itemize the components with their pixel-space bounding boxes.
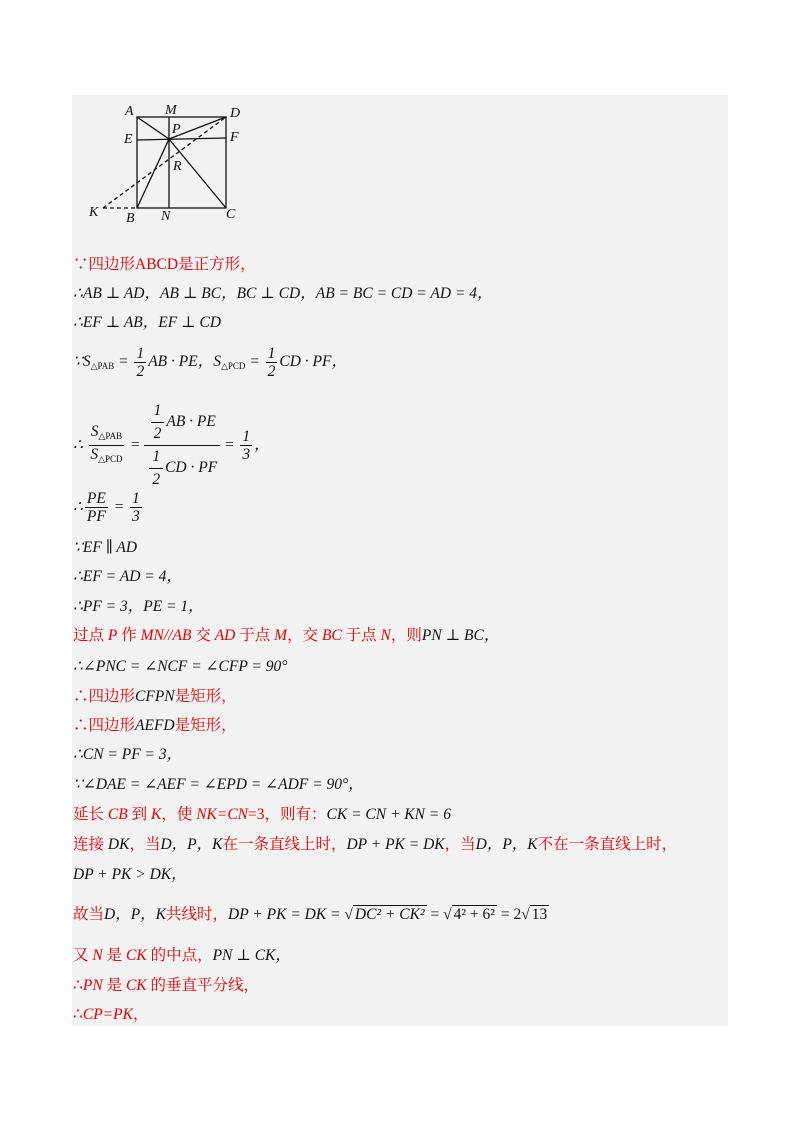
sqrt-4-6: 4² + 6² (453, 906, 495, 923)
l16-b: CB (107, 806, 128, 823)
l19-b: D，P，K (104, 906, 167, 923)
pe-pf-fraction (85, 490, 108, 525)
l13-a: ∴四边形 (73, 717, 136, 734)
l13-c: 是矩形， (174, 717, 237, 734)
l4-d: AB · PE，S (148, 353, 221, 371)
l16-a: 延长 (73, 806, 108, 823)
l5-tail: ， (254, 436, 270, 454)
l20-c: 是 (102, 947, 126, 964)
l4-g: CD · PF， (279, 353, 347, 371)
label-e: E (124, 132, 133, 147)
proof-line-9: ∴PF = 3，PE = 1， (73, 598, 204, 615)
l17-f: DP + PK = DK (346, 836, 445, 853)
label-n: N (161, 209, 171, 224)
l22-a: ∴ (73, 1006, 83, 1023)
l21-e: 的垂直平分线， (146, 977, 260, 994)
third-num: 1 (242, 428, 251, 445)
l17-g: ，当 (444, 836, 476, 853)
l17-e: 在一条直线上时， (222, 836, 347, 853)
area-s1-sub: △PAB (98, 431, 123, 441)
l12-a: ∴四边形 (73, 688, 136, 705)
area-s2: S (90, 446, 99, 463)
area-ratio-num (89, 423, 124, 446)
label-m: M (165, 103, 177, 118)
l5-eq2: = (220, 436, 239, 454)
l19-c: 共线时， (166, 906, 229, 923)
half-num: 1 (136, 345, 145, 362)
l13-b: AEFD (135, 717, 175, 734)
proof-line-4 (73, 345, 347, 380)
segment-kd-dashed (103, 117, 226, 208)
l10-h: M (274, 627, 288, 644)
l10-g: 于点 (235, 627, 275, 644)
l10-j: BC (321, 627, 342, 644)
l12-c: 是矩形， (174, 688, 237, 705)
area-s2-sub: △PCD (98, 454, 123, 464)
proof-line-11: ∴∠PNC = ∠NCF = ∠CFP = 90° (73, 658, 288, 675)
l10-f: AD (214, 627, 236, 644)
proof-line-1: ∵四边形ABCD是正方形， (73, 256, 256, 273)
l6-eq: = (109, 498, 129, 516)
area-s1: S (90, 423, 99, 440)
l17-h: D，P，K (475, 836, 538, 853)
compound-num (144, 400, 220, 446)
l20-d: CK (126, 947, 147, 964)
compound-fraction (144, 400, 220, 491)
segment-ef (137, 138, 226, 140)
l21-a: ∴ (73, 977, 83, 994)
proof-line-21 (73, 977, 259, 995)
cn-half-n: 1 (151, 400, 165, 423)
area-ratio (89, 423, 124, 468)
proof-line-17 (73, 836, 677, 854)
label-p: P (172, 122, 181, 137)
l19-a: 故当 (73, 906, 105, 923)
l22-c: ， (132, 1006, 149, 1023)
cd-half (149, 446, 163, 491)
proof-line-18: DP + PK > DK， (73, 866, 187, 883)
l17-b: DK (107, 836, 130, 853)
label-c: C (226, 207, 236, 222)
l16-c: 到 (127, 806, 151, 823)
segment-pb (137, 139, 169, 208)
proof-line-6 (73, 490, 144, 525)
l20-b: N (92, 947, 103, 964)
l17-a: 连接 (73, 836, 108, 853)
l6-prefix: ∴ (73, 498, 83, 516)
l21-d: CK (125, 977, 147, 994)
l16-g: =3，则有： (248, 806, 327, 823)
l16-d: K (150, 806, 162, 823)
proof-line-2: ∴AB ⊥ AD，AB ⊥ BC，BC ⊥ CD，AB = BC = CD = AD = 4， (73, 285, 493, 302)
cd-half-n: 1 (149, 446, 163, 469)
label-f: F (230, 130, 239, 145)
l10-c: 作 (117, 627, 141, 644)
third-den-2: 3 (132, 508, 140, 525)
cd-text: CD · PF (165, 459, 218, 477)
l17-c: ，当 (129, 836, 161, 853)
half-den-2: 2 (267, 363, 276, 380)
proof-line-10 (73, 627, 499, 645)
cn-text: AB · PE (166, 413, 216, 431)
proof-line-5 (73, 400, 270, 491)
l22-b: CP=PK (82, 1006, 133, 1023)
l20-f: PN ⊥ CK， (212, 947, 291, 964)
cn-half (151, 400, 165, 445)
l19-f: = (426, 906, 444, 923)
l10-b: P (107, 627, 118, 644)
proof-line-7: ∵EF ∥ AD (73, 539, 138, 556)
proof-line-13 (73, 717, 237, 735)
proof-line-14: ∴CN = PF = 3， (73, 746, 183, 763)
proof-line-16 (73, 806, 451, 824)
proof-line-15: ∵∠DAE = ∠AEF = ∠EPD = ∠ADF = 90°， (73, 776, 364, 793)
segment-pa (137, 117, 169, 139)
l21-b: PN (82, 977, 103, 994)
third-den: 3 (242, 446, 251, 463)
half-fraction (134, 345, 146, 380)
area-ratio-den (89, 446, 124, 468)
l10-e: 交 (191, 627, 215, 644)
pf-den: PF (86, 508, 106, 525)
l4-b: △PAB (90, 361, 115, 372)
third-num-2: 1 (132, 490, 140, 507)
l10-k: 于点 (341, 627, 381, 644)
l16-f: NK=CN (196, 806, 249, 823)
l10-i: ，交 (287, 627, 322, 644)
l10-n: PN ⊥ BC， (421, 627, 500, 644)
l10-m: ，则 (390, 627, 422, 644)
l19-d: DP + PK = DK = (228, 906, 345, 923)
l4-f: = (245, 353, 264, 371)
l10-l: N (380, 627, 391, 644)
l5-prefix: ∴ (73, 436, 83, 454)
l4-e: △PCD (220, 361, 246, 372)
third-fraction (240, 428, 252, 463)
l4-a: ∵S (73, 353, 91, 371)
l12-b: CFPN (135, 688, 175, 705)
label-r: R (173, 159, 182, 174)
label-d: D (230, 106, 241, 121)
proof-line-12 (73, 688, 237, 706)
cd-half-d: 2 (152, 471, 161, 488)
l19-h: = 2 (496, 906, 522, 923)
proof-line-20 (73, 947, 291, 965)
third-fraction-2 (130, 490, 142, 525)
l5-eq: = (126, 436, 145, 454)
l10-a: 过点 (73, 627, 108, 644)
l20-e: 的中点， (146, 947, 213, 964)
sqrt-13: 13 (531, 906, 548, 923)
l17-i: 不在一条直线上时， (537, 836, 678, 853)
sqrt-dc-ck: DC² + CK² (354, 906, 425, 923)
l17-d: D，P，K (160, 836, 223, 853)
half-num-2: 1 (267, 345, 276, 362)
l4-c: = (114, 353, 133, 371)
label-a: A (125, 104, 134, 119)
geometry-figure (85, 100, 255, 228)
l16-e: ，使 (161, 806, 197, 823)
half-den: 2 (136, 363, 145, 380)
l20-a: 又 (73, 947, 93, 964)
content-panel (72, 95, 728, 1026)
proof-line-8: ∴EF = AD = 4， (73, 568, 182, 585)
proof-line-3: ∴EF ⊥ AB，EF ⊥ CD (73, 314, 222, 331)
l10-d: MN//AB (140, 627, 192, 644)
proof-line-19: 故当D，P，K共线时，DP + PK = DK = √ DC² + CK² = √ 4² + 6² = 2√ 13 (73, 906, 548, 923)
label-b: B (126, 211, 135, 226)
l16-h: CK = CN + KN = 6 (326, 806, 451, 823)
compound-den (144, 446, 220, 491)
pe-num: PE (86, 490, 106, 507)
label-k: K (89, 205, 99, 220)
cn-half-d: 2 (153, 425, 162, 442)
proof-line-22 (73, 1006, 148, 1024)
l21-c: 是 (102, 977, 126, 994)
half-fraction-2 (266, 345, 278, 380)
